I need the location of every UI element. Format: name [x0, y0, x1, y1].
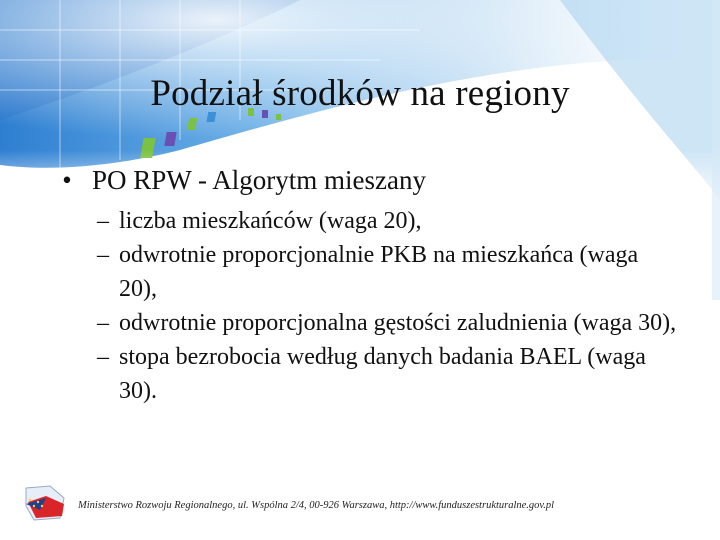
list-item: – odwrotnie proporcjonalnie PKB na mieszkańca (waga 20), — [97, 238, 679, 306]
dash-icon: – — [97, 344, 109, 370]
main-bullet — [60, 165, 426, 196]
dash-icon: – — [97, 310, 109, 336]
main-bullet-text: PO RPW - Algorytm mieszany — [92, 165, 426, 195]
list-item: – liczba mieszkańców (waga 20), — [97, 204, 679, 238]
eu-poland-logo-icon — [20, 478, 74, 526]
bullet-dot-icon: • — [62, 165, 72, 195]
dash-icon: – — [97, 208, 109, 234]
sub-bullet-list — [97, 204, 679, 408]
list-item: – stopa bezrobocia według danych badania BAEL (waga 30). — [97, 340, 679, 408]
slide-title: Podział środków na regiony — [150, 73, 570, 114]
dash-icon: – — [97, 242, 109, 268]
list-item: – odwrotnie proporcjonalna gęstości zaludnienia (waga 30), — [97, 306, 679, 340]
footer-text: Ministerstwo Rozwoju Regionalnego, ul. Wspólna 2/4, 00-926 Warszawa, http://www.funduszestrukturalne.gov.pl — [78, 500, 555, 511]
